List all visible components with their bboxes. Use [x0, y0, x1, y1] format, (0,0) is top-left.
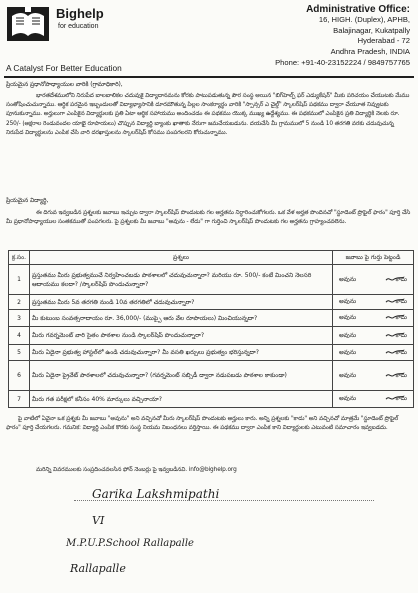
footer-contact-paragraph: మరిన్ని వివరములకు సంప్రదించవలసిన ఫోన్ నెంబర్లు పై ఇవ్వబడినవి. info@bighelp.org: [36, 467, 237, 473]
column-header-number: క్ర.సం.: [9, 251, 30, 265]
row-number: 1: [9, 265, 30, 295]
yes-option[interactable]: అవును: [339, 298, 357, 305]
brand-name: Bighelp: [56, 6, 104, 21]
address-line: Balajinagar, Kukatpally: [333, 25, 410, 35]
table-row: [9, 310, 414, 327]
table-row: [9, 295, 414, 310]
table-row: [9, 361, 414, 391]
yes-option[interactable]: అవును: [339, 275, 357, 283]
row-number: 7: [9, 391, 30, 408]
address-line: 16, HIGH. (Duplex), APHB,: [318, 15, 410, 24]
table-row: [9, 345, 414, 361]
question-text: ప్రస్తుతము మీరు ప్రభుత్వముచే నిర్వహించబడు పాఠశాలలో చదువుచున్నారా? మరియు రూ. 500/- కంటే మించని నెలసరి ఆదాయము కలదా? /స్కాలర్‌షిప్ పొందుచున్నారా?: [30, 265, 333, 295]
handwritten-tick-icon: [385, 275, 405, 283]
salutation-student: ప్రియమైన విద్యార్థి,: [6, 197, 49, 204]
question-text: మీరు గవర్నమెంట్ వారి సైతం పాఠశాల నుండి స్కాలర్‌షిప్ పొందుచున్నారా?: [30, 327, 333, 345]
answer-cell[interactable]: [333, 361, 414, 391]
handwritten-village: Rallapalle: [70, 562, 126, 575]
row-number: 5: [9, 345, 30, 361]
handwritten-tick-icon: [385, 371, 405, 379]
header-divider: [4, 76, 414, 78]
yes-option[interactable]: అవును: [339, 348, 357, 356]
answer-cell[interactable]: [333, 310, 414, 327]
no-option[interactable]: కాదు: [395, 314, 407, 321]
question-text: మీరు గత పరీక్షలో కనీసం 40% మార్కులు వచ్చినాయా?: [30, 391, 333, 408]
row-number: 4: [9, 327, 30, 345]
tagline: A Catalyst For Better Education: [6, 63, 122, 73]
handwritten-school: M.P.U.P.School Rallapalle: [66, 538, 194, 549]
table-row: [9, 327, 414, 345]
yes-option[interactable]: అవును: [339, 314, 357, 321]
office-title: Administrative Office:: [306, 4, 410, 15]
no-option[interactable]: కాదు: [395, 331, 407, 339]
row-number: 3: [9, 310, 30, 327]
question-text: మీ కుటుంబ సంవత్సరాదాయం రూ. 36,000/- (ముప్పై ఆరు వేల రూపాయలు) మించియున్నదా?: [30, 310, 333, 327]
yes-option[interactable]: అవును: [339, 371, 357, 379]
answer-cell[interactable]: [333, 295, 414, 310]
yes-option[interactable]: అవును: [339, 395, 357, 402]
answer-cell[interactable]: [333, 265, 414, 295]
no-option[interactable]: కాదు: [395, 298, 407, 305]
no-option[interactable]: కాదు: [395, 348, 407, 356]
handwritten-tick-icon: [385, 297, 405, 305]
address-line: Andhra Pradesh, INDIA: [330, 46, 410, 56]
row-number: 6: [9, 361, 30, 391]
handwritten-tick-icon: [385, 394, 405, 402]
table-header-row: [9, 251, 414, 265]
address-line: Hyderabad - 72: [357, 36, 410, 46]
yes-option[interactable]: అవును: [339, 331, 357, 339]
book-logo-icon: [6, 6, 50, 42]
row-number: 2: [9, 295, 30, 310]
handwritten-tick-icon: [385, 313, 405, 321]
answer-cell[interactable]: [333, 327, 414, 345]
table-row: [9, 391, 414, 408]
no-option[interactable]: కాదు: [395, 395, 407, 402]
eligibility-table: [8, 250, 414, 408]
brand-subtitle: for education: [58, 23, 99, 30]
question-text: మీరు ఏదైనా ప్రైవేట్ పాఠశాలలో చదువుచున్నారా? (గవర్నమెంట్ సబ్సిడీ ద్వారా నడుపబడు పాఠశాల కాకుండా): [30, 361, 333, 391]
answer-cell[interactable]: [333, 391, 414, 408]
footer-paragraph: పై వాటిలో ఏవైనా ఒక ప్రశ్నకు మీ జవాబు "అవును" అని వచ్చినచో మీరు స్కాలర్‌షిప్ పొందుటకు అర్హులు కారు. అన్ని ప్రశ్నలకు "కాదు" అని వచ్చినచో మాత్రమే "స్టూడెంట్ ప్రొఫైల్ ఫారం" పూర్తి చేయగలరు. గమనిక: విద్యార్థి ఎంపిక కొరకు సంస్థ నియమ నిబంధనలు వర్తిస్తాయి. ఈ పథకము ద్వారా ఎంపిక కాని విద్యార్థులకు ఎటువంటి సమాచారం ఇవ్వబడదు.: [6, 416, 399, 432]
handwritten-tick-icon: [385, 331, 405, 339]
office-address-block: [275, 4, 410, 69]
phone-number: Phone: +91-40-23152224 / 9849757765: [275, 58, 410, 68]
no-option[interactable]: కాదు: [395, 371, 407, 379]
handwritten-student-name: Garika Lakshmipathi: [92, 487, 220, 501]
answer-cell[interactable]: [333, 345, 414, 361]
salutation-headmaster: ప్రియమైన ప్రధానోపాధ్యాయుల వారికి (గ్రామాధికారి),: [6, 81, 123, 88]
column-header-answer: జవాబు పై గుర్తు పెట్టండి: [333, 251, 414, 265]
question-text: ప్రస్తుతము మీరు 5వ తరగతి నుండి 10వ తరగతిలో చదువుచున్నారా?: [30, 295, 333, 310]
letter-paragraph-1: భారతదేశములోని నిరుపేద బాలబాలికల చదువుకై విద్యాదానమను కోరకు పాటుపడుతున్న పౌర సంస్థ అయిన "బిగ్‌హెల్ప్ ఫర్ ఎడ్యుకేషన్" మీకు పరిచయం చేయుటకు మేము సంతోషించుచున్నాము. ఆర్థిక పరమైన ఇబ్బందులతో విద్యాభ్యాసానికి దూరమౌతున్న పిల్లల సాంకర్యార్థం వారికి "స్పాన్సర్ ఎ చైల్డ్" స్కాలర్‌షిప్ పథకము ద్వారా చేయూత నివ్వుటకు పూనుకున్నాము. అర్హులుగా ఎంపికైన విద్యార్థులకు ప్రతి ఏటా ఆర్థిక సహాయము అందించడం ఈ పథకము యొక్క ముఖ్య ఉద్దేశ్యము. ఈ పథకములో ఎంపికైన ప్రతి విద్యార్థికి నెలకు రూ. 250/- (అక్షరాల రెండువందల యాభై రూపాయలు) చొప్పున విద్యార్థి బ్యాంకు ఖాతాకు నేరుగా జమచేయబడును. దయచేసి మీ గ్రామములో 5 నుండి 10 తరగతి వరకు చదువుచున్న నిరుపేద విద్యార్థులను ఎంపిక చేసి వారి దరఖాస్తులను స్కాలర్‌షిప్ కోసము పంపగలరని కోరుచున్నాము.: [6, 93, 410, 136]
table-row: [9, 265, 414, 295]
no-option[interactable]: కాదు: [395, 275, 407, 283]
handwritten-tick-icon: [385, 348, 405, 356]
letter-paragraph-2: ఈ దిగువ ఇవ్వబడిన ప్రశ్నలకు జవాబు ఇచ్చుట ద్వారా స్కాలర్‌షిప్ పొందుటకు గల అర్హతను నిర్ధారించుకోగలరు. ఒక వేళ అర్హత పొందినచో "స్టూడెంట్ ప్రొఫైల్ ఫారం" పూర్తి చేసి మీ ప్రధానోపాధ్యాయుల సంతకముతో పంపగలరు. పై ప్రశ్నలకు మీ జవాబు "అవును - లేదు" గా గుర్తించి స్కాలర్‌షిప్ పొందుటకు గల అర్హతను గ్రాహ్యంచవలెను.: [6, 210, 411, 226]
question-text: మీరు ఏదైనా ప్రభుత్వ హాస్టల్‌లో ఉండి చదువుచున్నారా? మీ వసతి ఖర్చులు ప్రభుత్వం భరిస్తున్నదా?: [30, 345, 333, 361]
column-header-questions: ప్రశ్నలు: [30, 251, 333, 265]
handwritten-class: VI: [92, 514, 105, 527]
